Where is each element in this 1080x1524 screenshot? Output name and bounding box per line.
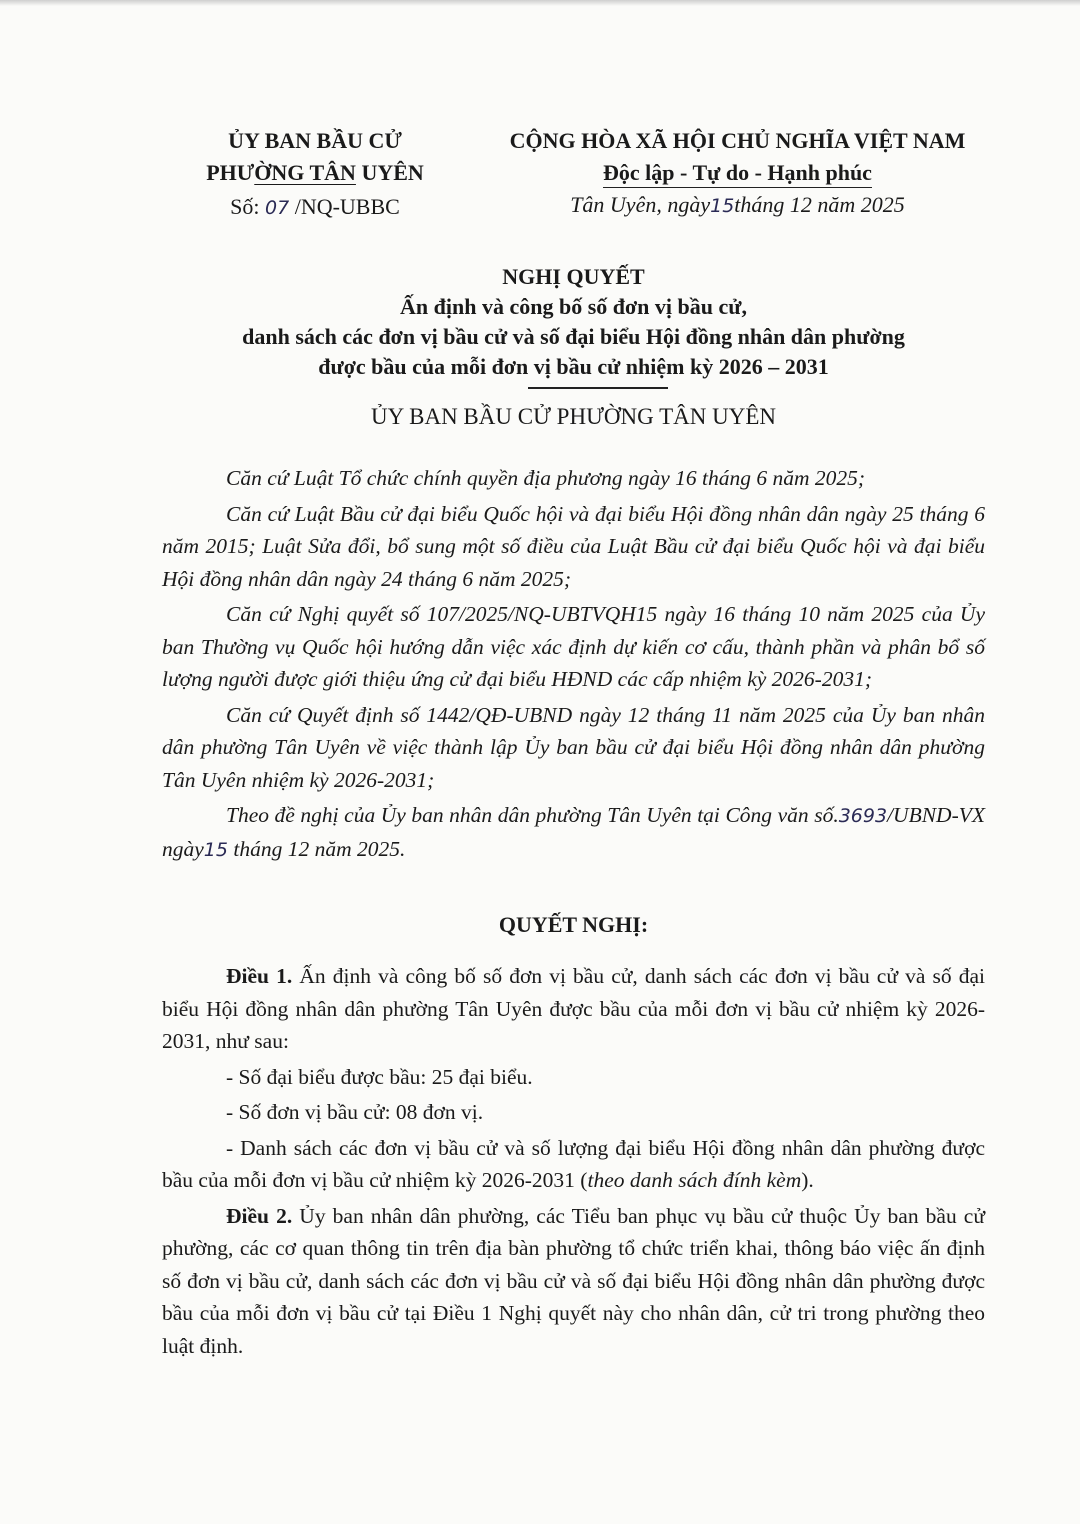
- article-1-item: - Danh sách các đơn vị bầu cử và số lượng đại biểu Hội đồng nhân dân phường được bầu của mỗi đơn vị bầu cử nhiệm kỳ 2026-2031 (theo danh sách đính kèm).: [162, 1135, 985, 1192]
- issuing-body: [170, 125, 460, 189]
- legal-basis: Căn cứ Nghị quyết số 107/2025/NQ-UBTVQH15 ngày 16 tháng 10 năm 2025 của Ủy ban Thường vụ Quốc hội hướng dẫn việc xác định dự kiến cơ cấu, thành phần và phân bổ số lượng người được giới thiệu ứng cử đại biểu HĐND các cấp nhiệm kỳ 2026-2031;: [162, 602, 985, 691]
- legal-basis: Căn cứ Luật Bầu cử đại biểu Quốc hội và đại biểu Hội đồng nhân dân ngày 25 tháng 6 năm 2015; Luật Sửa đổi, bổ sung một số điều của Luật Bầu cử đại biểu Quốc hội và đại biểu Hội đồng nhân dân ngày 24 tháng 6 năm 2025;: [162, 501, 985, 591]
- articles: [162, 960, 985, 1365]
- legal-basis: Căn cứ Luật Tổ chức chính quyền địa phương ngày 16 tháng 6 năm 2025;: [226, 466, 866, 490]
- national-motto: [480, 125, 995, 189]
- document-title: [162, 262, 985, 382]
- issuer-heading: ỦY BAN BẦU CỬ PHƯỜNG TÂN UYÊN: [371, 404, 776, 429]
- place-date: Tân Uyên, ngày15tháng 12 năm 2025: [570, 192, 905, 217]
- title-sub: danh sách các đơn vị bầu cử và số đại biểu Hội đồng nhân dân phường: [242, 324, 905, 349]
- article-1-item: - Số đơn vị bầu cử: 08 đơn vị.: [226, 1100, 484, 1124]
- title-sub: Ấn định và công bố số đơn vị bầu cử,: [400, 294, 747, 319]
- article-1-item: - Số đại biểu được bầu: 25 đại biểu.: [226, 1064, 533, 1089]
- issuer-line1: ỦY BAN BẦU CỬ: [228, 128, 402, 153]
- title-main: NGHỊ QUYẾT: [502, 264, 645, 289]
- title-sub: được bầu của mỗi đơn vị bầu cử nhiệm kỳ 2026 – 2031: [318, 354, 829, 379]
- document-number: Số: 07 /NQ-UBBC: [230, 194, 400, 219]
- scan-edge: [0, 0, 1080, 6]
- legal-basis: Căn cứ Quyết định số 1442/QĐ-UBND ngày 12 tháng 11 năm 2025 của Ủy ban nhân dân phường Tân Uyên về việc thành lập Ủy ban bầu cử đại biểu Hội đồng nhân dân phường Tân Uyên nhiệm kỳ 2026-2031;: [162, 702, 985, 792]
- article-2: Điều 2. Ủy ban nhân dân phường, các Tiểu ban phục vụ bầu cử thuộc Ủy ban bầu cử phường, các cơ quan thông tin trên địa bàn phường tổ chức triển khai, thông báo việc ấn định số đơn vị bầu cử, danh sách các đơn vị bầu cử và số đại biểu Hội đồng nhân dân phường được bầu của mỗi đơn vị bầu cử tại Điều 1 Nghị quyết này cho nhân dân, cử tri trong phường theo luật định.: [162, 1203, 985, 1358]
- divider: [528, 387, 668, 389]
- article-1: Điều 1. Ấn định và công bố số đơn vị bầu cử, danh sách các đơn vị bầu cử và số đại biểu Hội đồng nhân dân phường Tân Uyên được bầu của mỗi đơn vị bầu cử nhiệm kỳ 2026-2031, như sau:: [162, 964, 986, 1053]
- motto: Độc lập - Tự do - Hạnh phúc: [480, 157, 995, 189]
- legal-bases: [162, 462, 985, 869]
- country-name: CỘNG HÒA XÃ HỘI CHỦ NGHĨA VIỆT NAM: [509, 128, 966, 153]
- decision-heading: QUYẾT NGHỊ:: [498, 912, 649, 937]
- issuer-line2: PHƯỜNG TÂN UYÊN: [206, 160, 424, 185]
- proposal: Theo đề nghị của Ủy ban nhân dân phường Tân Uyên tại Công văn số.3693/UBND-VX ngày15 tháng 12 năm 2025.: [162, 803, 985, 861]
